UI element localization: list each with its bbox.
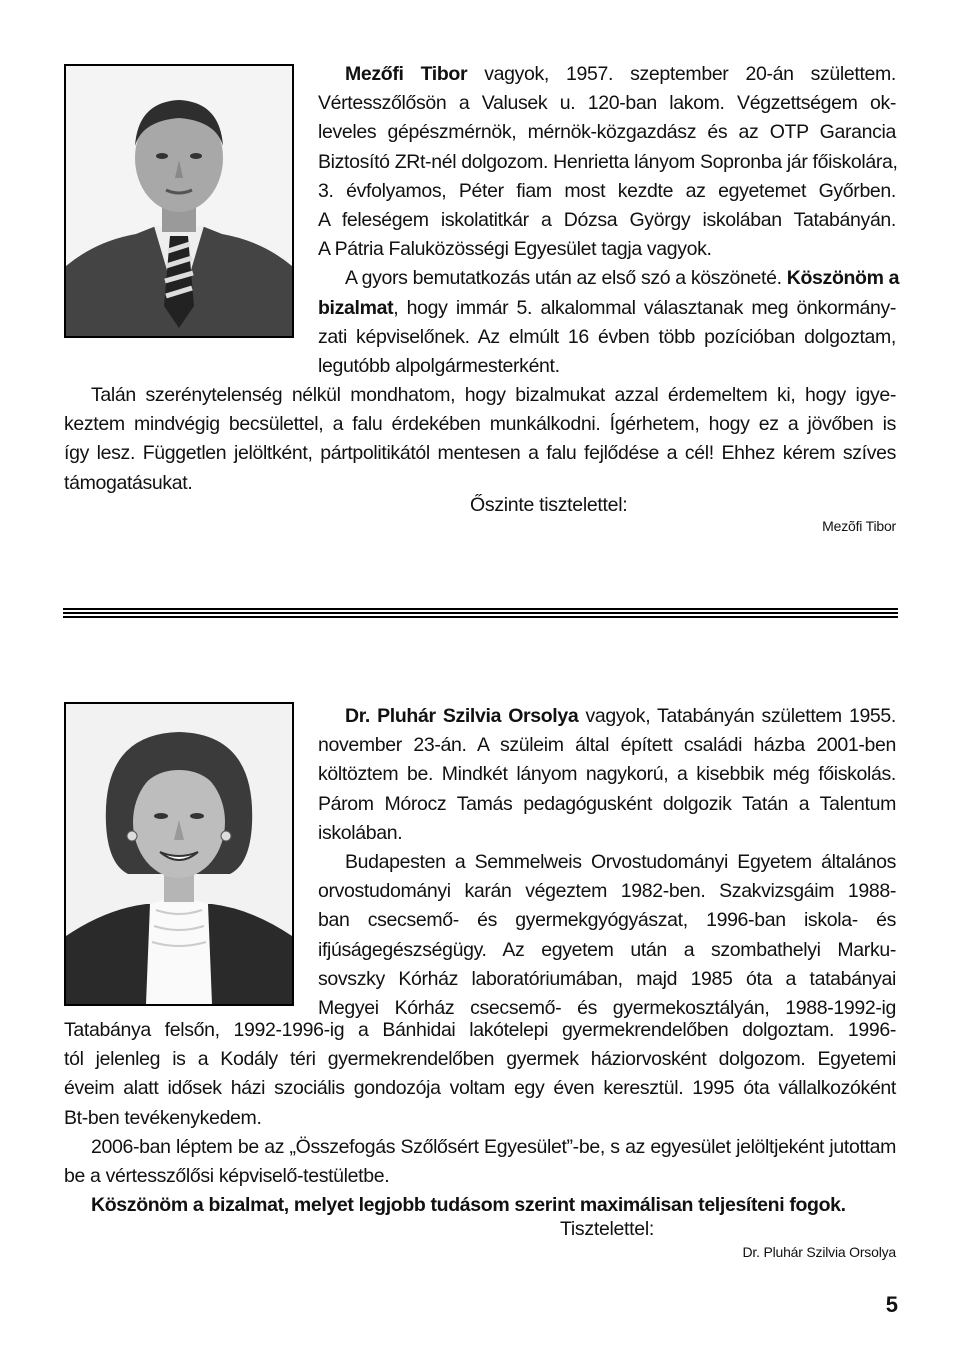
- bio-intro-pluhar: [318, 702, 896, 1023]
- text-line: támogatásukat.: [64, 471, 193, 494]
- text-line: A Pátria Faluközösségi Egyesület tagja vagyok.: [318, 238, 712, 261]
- text-line: be a vértesszőlősi képviselő-testületbe.: [64, 1165, 390, 1188]
- text-line: legutóbb alpolgármesterként.: [318, 355, 560, 378]
- text-line: 2006-ban léptem be az „Összefogás Szőlősért Egyesület”-be, s az egyesület jelöltjeként jutottam: [91, 1135, 896, 1158]
- text-line: Tatabánya felsőn, 1992-1996-ig a Bánhidai lakótelepi gyermekrendelőben dolgoztam. 1996-: [64, 1019, 896, 1041]
- text-line: A gyors bemutatkozás után az első szó a köszöneté. Köszönöm a: [345, 267, 900, 290]
- text-line: ban csecsemő- és gyermekgyógyászat, 1996-ban iskola- és: [318, 909, 896, 932]
- text-line: Megyei Kórház csecsemő- és gyermekosztályán, 1988-1992-ig: [318, 997, 896, 1020]
- page-number: 5: [885, 1292, 898, 1317]
- text-line: sovszky Kórház laboratóriumában, majd 1985 óta a tatabányai: [318, 967, 896, 990]
- bio-body-pluhar: [64, 1016, 896, 1220]
- text-line: november 23-án. A szüleim által épített családi házba 2001-ben: [318, 734, 896, 757]
- text-line: Párom Mórocz Tamás pedagógusként dolgozik Tatán a Talentum: [318, 792, 896, 815]
- text-line: A feleségem iskolatitkár a Dózsa György iskolában Tatabányán.: [318, 209, 896, 232]
- text-line: éveim alatt idősek házi szociális gondozója voltam egy éven keresztül. 1995 óta vállalkozóként: [64, 1077, 896, 1100]
- text-line: Mezőfi Tibor vagyok, 1957. szeptember 20-án születtem.: [345, 63, 896, 85]
- text-line: orvostudományi karán végeztem 1982-ben. Szakvizsgáim 1988-: [318, 880, 896, 903]
- signature-mezofi: Mezõfi Tibor: [822, 518, 896, 534]
- text-line: Dr. Pluhár Szilvia Orsolya vagyok, Tatabányán születtem 1955.: [345, 705, 896, 727]
- text-line: 3. évfolyamos, Péter fiam most kezdte az egyetemet Győrben.: [318, 179, 896, 202]
- text-line: Bt-ben tevékenykedem.: [64, 1106, 262, 1129]
- text-line: így lesz. Független jelöltként, pártpolitikától mentesen a falu fejlődése a cél! Ehhez kérem szíves: [64, 442, 896, 465]
- bio-body-mezofi: [64, 381, 896, 498]
- text-line: iskolában.: [318, 821, 403, 844]
- text-line: ifjúságegészségügy. Az egyetem után a szombathelyi Marku-: [318, 938, 896, 961]
- text-line: leveles gépészmérnök, mérnök-közgazdász és az OTP Garancia: [318, 121, 896, 144]
- text-line: Biztosító ZRt-nél dolgozom. Henrietta lányom Sopronba jár főiskolára,: [318, 150, 898, 173]
- bio-intro-mezofi: [318, 60, 900, 381]
- section-divider: [63, 608, 898, 622]
- text-line: Vértesszőlősön a Valusek u. 120-ban lakom. Végzettségem ok-: [318, 92, 896, 115]
- text-line: bizalmat, hogy immár 5. alkalommal választanak meg önkormány-: [318, 296, 896, 319]
- portrait-photo-woman: [64, 702, 294, 1006]
- closing-greeting-1: Őszinte tisztelettel:: [470, 494, 628, 516]
- text-line: költöztem be. Mindkét lányom nagykorú, a kisebbik még főiskolás.: [318, 763, 896, 786]
- text-line: zati képviselőnek. Az elmúlt 16 évben több pozícióban dolgoztam,: [318, 325, 896, 348]
- text-line: Talán szerénytelenség nélkül mondhatom, hogy bizalmukat azzal érdemeltem ki, hogy igye-: [91, 384, 896, 406]
- signature-pluhar: Dr. Pluhár Szilvia Orsolya: [742, 1244, 896, 1260]
- text-line: Köszönöm a bizalmat, melyet legjobb tudásom szerint maximálisan teljesíteni fogok.: [91, 1194, 846, 1217]
- portrait-photo-man: [64, 64, 294, 338]
- text-line: tól jelenleg is a Kodály téri gyermekrendelőben gyermek háziorvosként dolgozom. Egyetemi: [64, 1048, 896, 1071]
- closing-greeting-2: Tisztelettel:: [560, 1218, 654, 1240]
- text-line: keztem mindvégig becsülettel, a falu érdekében munkálkodni. Ígérhetem, hogy ez a jövőben is: [64, 413, 896, 436]
- text-line: Budapesten a Semmelweis Orvostudományi Egyetem általános: [345, 851, 896, 874]
